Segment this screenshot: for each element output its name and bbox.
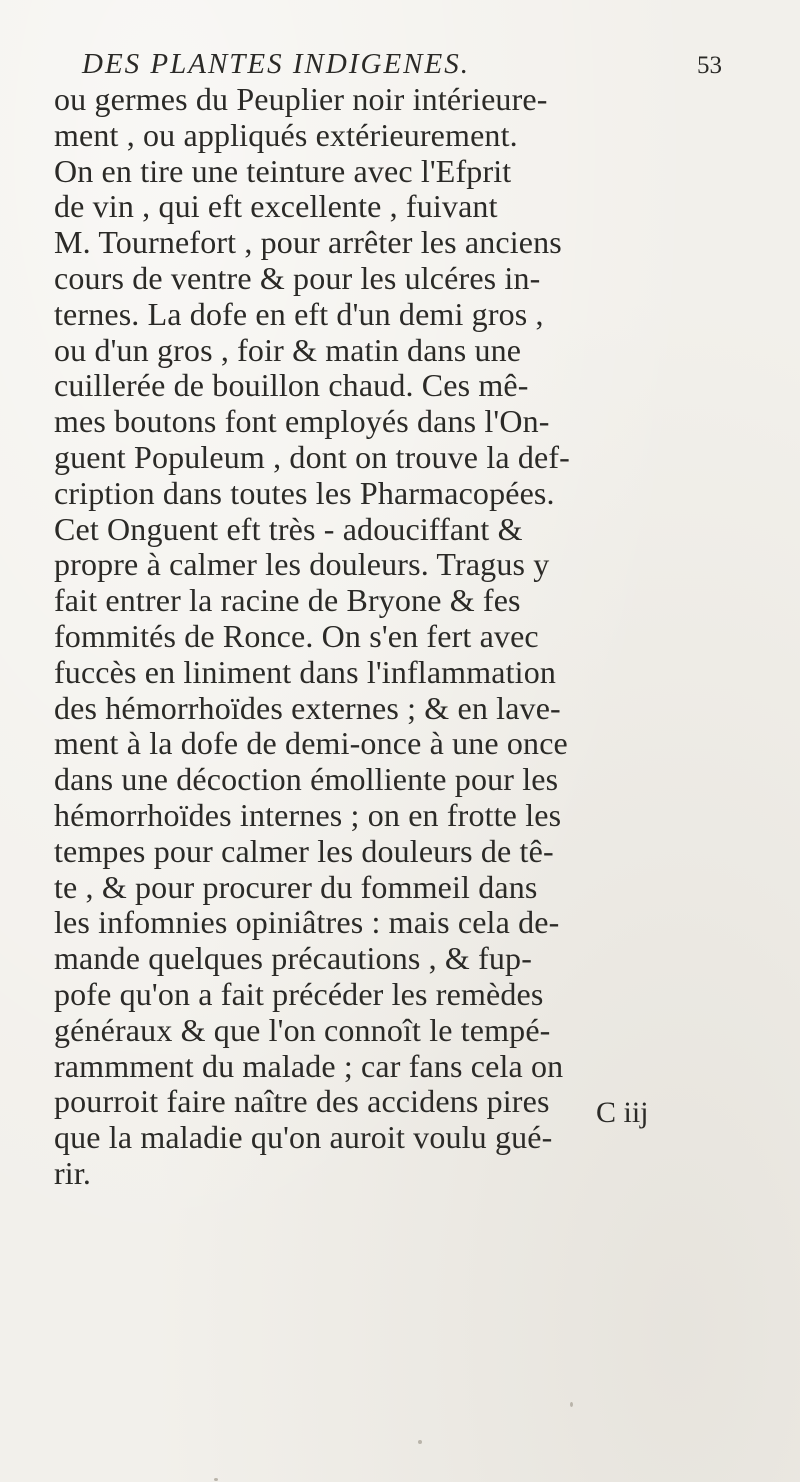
text-line: guent Populeum , dont on trouve la def-: [54, 439, 570, 475]
text-line: cours de ventre & pour les ulcéres in-: [54, 260, 541, 296]
text-line: mes boutons font employés dans l'On-: [54, 404, 550, 440]
body-text: [54, 82, 744, 1192]
text-line: fommités de Ronce. On s'en fert avec: [54, 618, 539, 654]
text-line: ment à la dofe de demi-once à une once: [54, 726, 568, 762]
text-line: rir.: [54, 1155, 92, 1191]
running-title: DES PLANTES INDIGENES.: [82, 48, 470, 80]
text-line: hémorrhoïdes internes ; on en frotte les: [54, 797, 562, 833]
text-line: les infomnies opiniâtres : mais cela de-: [54, 905, 560, 941]
paper-speck: [214, 1478, 218, 1481]
text-line: des hémorrhoïdes externes ; & en lave-: [54, 690, 561, 726]
text-line: mande quelques précautions , & fup-: [54, 941, 532, 977]
page-number: 53: [697, 52, 722, 79]
text-line: ment , ou appliqués extérieurement.: [54, 117, 518, 153]
text-line: que la maladie qu'on auroit voulu gué-: [54, 1120, 553, 1156]
text-line: cription dans toutes les Pharmacopées.: [54, 475, 555, 511]
text-line: ternes. La dofe en eft d'un demi gros ,: [54, 296, 544, 332]
signature-mark: C iij: [596, 1096, 649, 1129]
text-line: tempes pour calmer les douleurs de tê-: [54, 833, 554, 869]
text-line: dans une décoction émolliente pour les: [54, 762, 559, 798]
text-line: propre à calmer les douleurs. Tragus y: [54, 547, 550, 583]
text-line: cuillerée de bouillon chaud. Ces mê-: [54, 368, 529, 404]
text-line: pourroit faire naître des accidens pires: [54, 1084, 550, 1120]
text-line: de vin , qui eft excellente , fuivant: [54, 189, 498, 225]
text-line: te , & pour procurer du fommeil dans: [54, 869, 538, 905]
text-line: rammment du malade ; car fans cela on: [54, 1048, 564, 1084]
text-line: Cet Onguent eft très - adouciffant &: [54, 511, 523, 547]
text-line: ou d'un gros , foir & matin dans une: [54, 332, 522, 368]
text-line: fuccès en liniment dans l'inflammation: [54, 654, 556, 690]
text-line: pofe qu'on a fait précéder les remèdes: [54, 976, 544, 1012]
text-line: M. Tournefort , pour arrêter les anciens: [54, 225, 562, 261]
text-line: ou germes du Peuplier noir intérieure-: [54, 82, 548, 117]
text-line: généraux & que l'on connoît le tempé-: [54, 1012, 551, 1048]
paper-speck: [418, 1440, 422, 1444]
text-line: On en tire une teinture avec l'Efprit: [54, 153, 512, 189]
paper-speck: [570, 1402, 573, 1407]
text-line: fait entrer la racine de Bryone & fes: [54, 583, 521, 619]
